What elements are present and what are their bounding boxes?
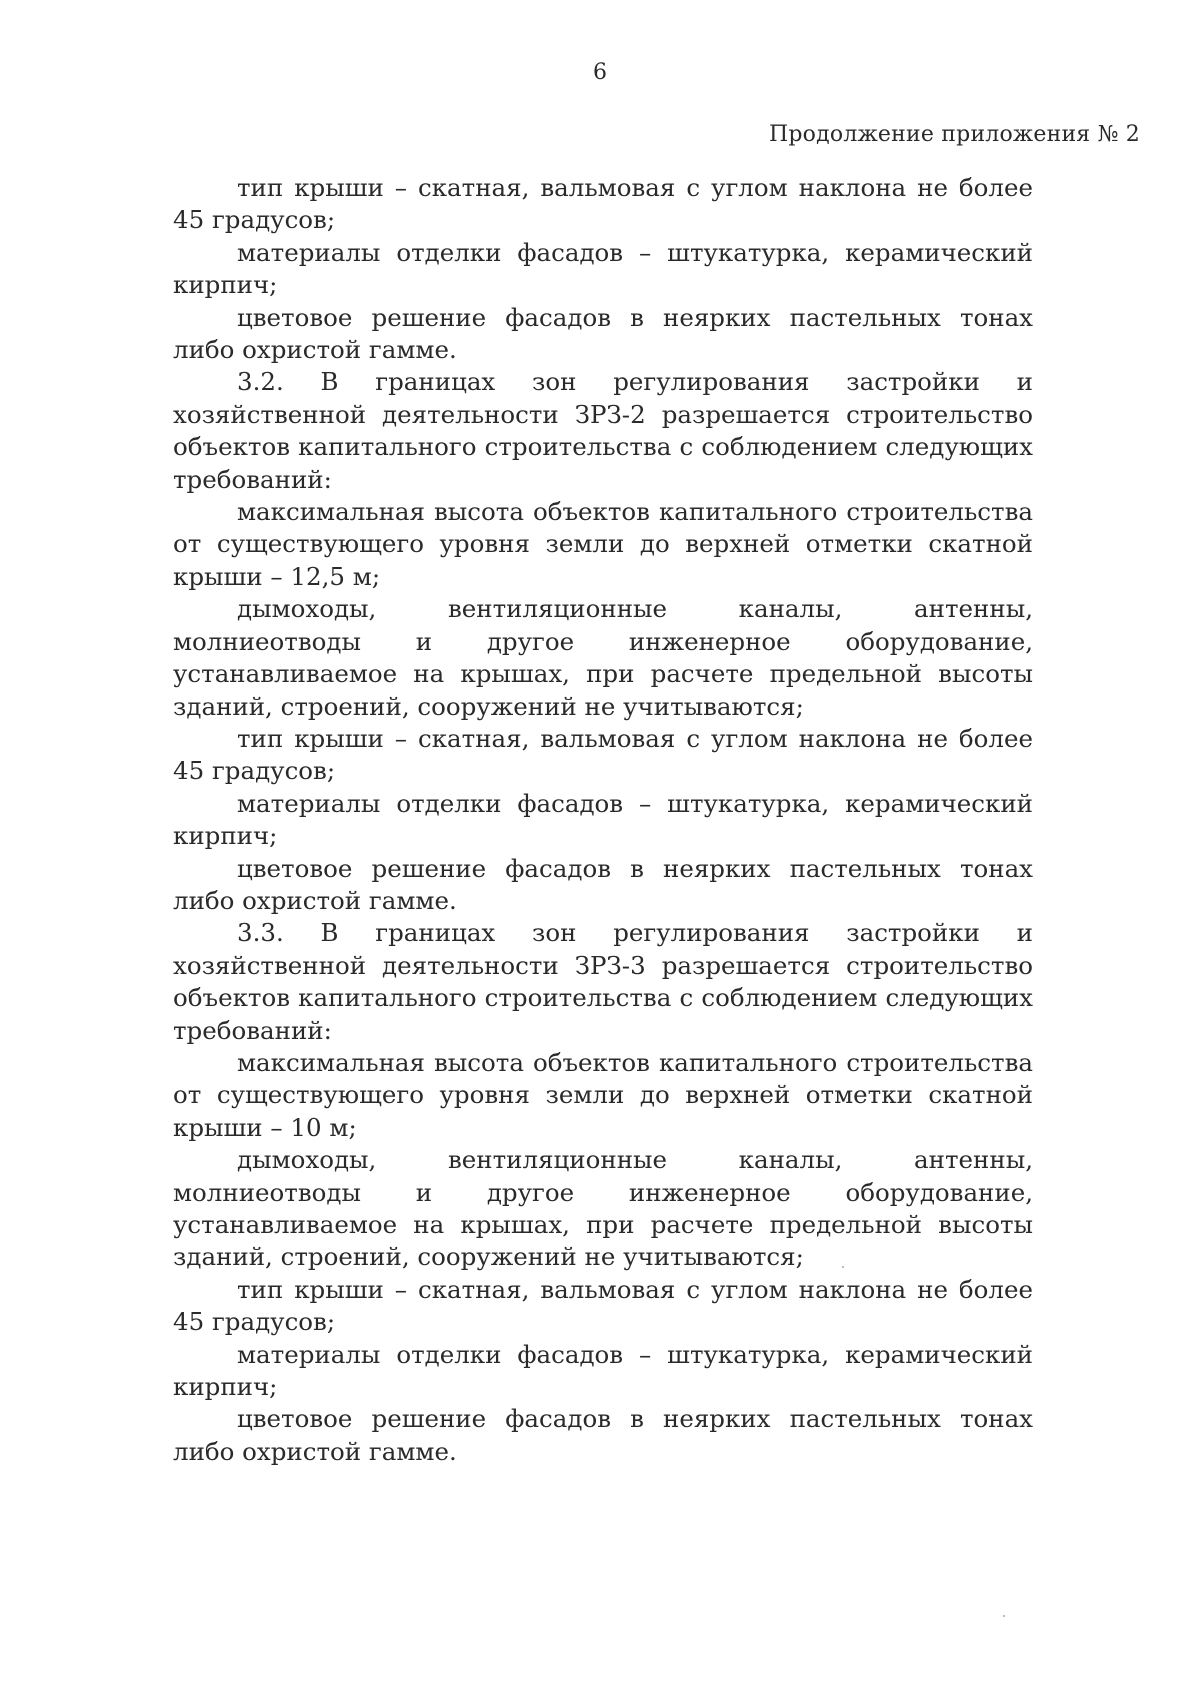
paragraph-facade-materials-3-3: материалы отделки фасадов – штукатурка, керамический кирпич; xyxy=(173,1339,1033,1402)
continuation-label: Продолжение приложения № 2 xyxy=(769,122,1140,147)
paragraph-facade-color-3-3: цветовое решение фасадов в неярких пастельных тонах либо охристой гамме. xyxy=(173,1404,1033,1466)
paragraph-roof-equipment-3-3: дымоходы, вентиляционные каналы, антенны, молниеотводы и другое инженерное оборудование, устанавливаемое на крышах, при расчете предельной высоты зданий, строений, сооружений не учитываются; xyxy=(173,1145,1033,1272)
paragraph-section-3-3: 3.3. В границах зон регулирования застройки и хозяйственной деятельности ЗРЗ-3 разрешается строительство объектов капитального строительства с соблюдением следующих требований: xyxy=(173,918,1033,1045)
paragraph-facade-materials-1: материалы отделки фасадов – штукатурка, керамический кирпич; xyxy=(173,237,1033,300)
scan-speck xyxy=(1003,1615,1005,1617)
paragraph-roof-equipment-3-2: дымоходы, вентиляционные каналы, антенны, молниеотводы и другое инженерное оборудование, устанавливаемое на крышах, при расчете предельной высоты зданий, строений, сооружений не учитываются; xyxy=(173,594,1033,721)
paragraph-roof-type-3-3: тип крыши – скатная, вальмовая с углом наклона не более 45 градусов; xyxy=(173,1274,1033,1337)
paragraph-roof-type-1: тип крыши – скатная, вальмовая с углом наклона не более 45 градусов; xyxy=(173,173,1033,235)
paragraph-facade-materials-3-2: материалы отделки фасадов – штукатурка, керамический кирпич; xyxy=(173,788,1033,851)
paragraph-section-3-2: 3.2. В границах зон регулирования застройки и хозяйственной деятельности ЗРЗ-2 разрешается строительство объектов капитального строительства с соблюдением следующих требований: xyxy=(173,367,1033,494)
paragraph-roof-type-3-2: тип крыши – скатная, вальмовая с углом наклона не более 45 градусов; xyxy=(173,723,1033,786)
paragraph-facade-color-3-2: цветовое решение фасадов в неярких пастельных тонах либо охристой гамме. xyxy=(173,853,1033,915)
scan-speck xyxy=(842,1266,844,1268)
paragraph-max-height-3-3: максимальная высота объектов капитального строительства от существующего уровня земли до верхней отметки скатной крыши – 10 м; xyxy=(173,1047,1033,1142)
paragraph-max-height-3-2: максимальная высота объектов капитального строительства от существующего уровня земли до верхней отметки скатной крыши – 12,5 м; xyxy=(173,497,1033,591)
document-body xyxy=(173,172,1033,1468)
paragraph-facade-color-1: цветовое решение фасадов в неярких пастельных тонах либо охристой гамме. xyxy=(173,302,1033,365)
page-number: 6 xyxy=(593,60,607,85)
